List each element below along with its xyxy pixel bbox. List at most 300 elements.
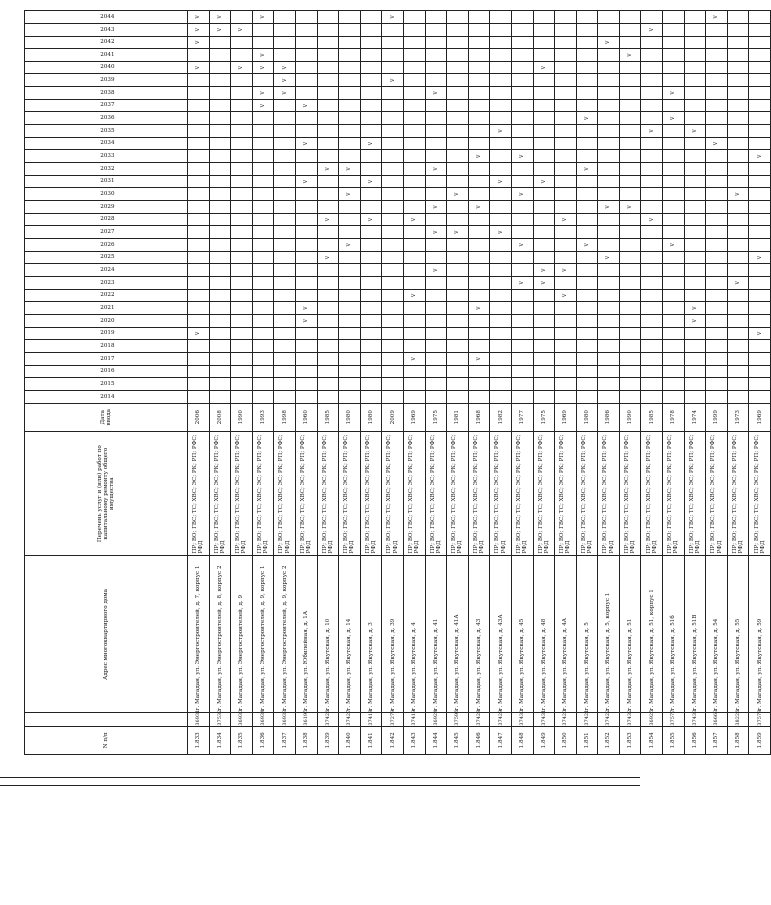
- row-year-cell: [619, 112, 641, 125]
- row-year-cell: [749, 11, 771, 24]
- row-year-cell: [490, 239, 512, 252]
- row-year-cell: [576, 378, 598, 391]
- row-year-cell: [468, 137, 490, 150]
- row-id: 38226: [727, 713, 749, 726]
- row-year-cell: [727, 175, 749, 188]
- row-year-cell: [663, 163, 685, 176]
- row-year-cell: [641, 378, 663, 391]
- row-year-cell: [490, 201, 512, 214]
- row-year-cell: [274, 239, 296, 252]
- table-body: [188, 11, 771, 755]
- row-year-cell: [641, 276, 663, 289]
- row-year-cell: [533, 163, 555, 176]
- row-year: 2006: [188, 403, 210, 431]
- row-year-cell: [641, 340, 663, 353]
- row-year-cell: [663, 87, 685, 100]
- row-year-cell: [231, 175, 253, 188]
- row-year-cell: [295, 378, 317, 391]
- row-services: ПР; ВО; ГВС; ТС; ХВС; ЭС; РК; РП; РФС; РФД: [663, 431, 685, 556]
- row-services: ПР; ВО; ГВС; ТС; ХВС; ЭС; РК; РП; РФС; РФД: [641, 431, 663, 556]
- row-year-cell: [641, 327, 663, 340]
- row-services: ПР; ВО; ГВС; ТС; ХВС; ЭС; РК; РП; РФС; РФД: [619, 431, 641, 556]
- row-year-cell: [511, 352, 533, 365]
- row-year-cell: [619, 239, 641, 252]
- row-year-cell: [425, 239, 447, 252]
- row-num: 1.850: [555, 726, 577, 754]
- row-year-cell: [749, 87, 771, 100]
- row-year-cell: [447, 125, 469, 138]
- row-year-cell: [188, 276, 210, 289]
- row-year-cell: [209, 49, 231, 62]
- row-year-cell: [295, 226, 317, 239]
- row-year-cell: [447, 61, 469, 74]
- row-year-cell: [511, 302, 533, 315]
- row-year-cell: [339, 365, 361, 378]
- row-year-cell: [231, 87, 253, 100]
- row-year-cell: [403, 49, 425, 62]
- header-year-2018: [25, 340, 188, 353]
- row-year-cell: [749, 61, 771, 74]
- row-id: 37428: [468, 713, 490, 726]
- row-year-cell: [425, 226, 447, 239]
- row-id: 37433: [684, 713, 706, 726]
- table-row: [403, 11, 425, 755]
- row-year-cell: [555, 226, 577, 239]
- row-year-cell: [360, 163, 382, 176]
- row-year-cell: [468, 11, 490, 24]
- row-year-cell: [382, 125, 404, 138]
- row-year-cell: [727, 327, 749, 340]
- row-year-cell: [727, 352, 749, 365]
- row-year-cell: [749, 201, 771, 214]
- row-year-cell: [188, 137, 210, 150]
- row-year-cell: [706, 201, 728, 214]
- row-year-cell: [188, 340, 210, 353]
- row-id: 36195: [295, 713, 317, 726]
- row-year: 1978: [663, 403, 685, 431]
- row-services: ПР; ВО; ГВС; ТС; ХВС; ЭС; РК; РП; РФС; РФД: [511, 431, 533, 556]
- row-year-cell: [252, 87, 274, 100]
- row-year-cell: [641, 251, 663, 264]
- header-year-label: 2044: [100, 13, 115, 20]
- row-year-cell: [706, 239, 728, 252]
- row-year-cell: [619, 99, 641, 112]
- row-year-cell: [511, 378, 533, 391]
- header-year-2014: [25, 390, 188, 403]
- row-year-cell: [468, 390, 490, 403]
- table-row: [209, 11, 231, 755]
- row-year-cell: [706, 226, 728, 239]
- row-year-cell: [706, 137, 728, 150]
- row-year-cell: [252, 239, 274, 252]
- row-year-cell: [619, 36, 641, 49]
- row-year-cell: [555, 36, 577, 49]
- row-year-cell: [641, 125, 663, 138]
- row-year-cell: [684, 74, 706, 87]
- row-year-cell: [555, 340, 577, 353]
- row-year-cell: [447, 188, 469, 201]
- row-year-cell: [706, 390, 728, 403]
- row-year-cell: [684, 36, 706, 49]
- row-year-cell: [468, 239, 490, 252]
- row-year-cell: [274, 276, 296, 289]
- header-address: Адрес многоквартирного дома: [25, 556, 188, 713]
- row-year-cell: [360, 251, 382, 264]
- checkmark: v: [474, 205, 482, 209]
- row-year-cell: [684, 226, 706, 239]
- table-row: [360, 11, 382, 755]
- row-year-cell: [533, 87, 555, 100]
- row-year-cell: [317, 175, 339, 188]
- table-row: [231, 11, 253, 755]
- row-services: ПР; ВО; ГВС; ТС; ХВС; ЭС; РК; РП; РФС; РФД: [274, 431, 296, 556]
- row-year-cell: [382, 137, 404, 150]
- row-year-cell: [360, 352, 382, 365]
- row-year-cell: [684, 390, 706, 403]
- row-year-cell: [403, 302, 425, 315]
- row-id: 37532: [209, 713, 231, 726]
- row-year-cell: [317, 264, 339, 277]
- row-year-cell: [663, 150, 685, 163]
- row-year-cell: [533, 61, 555, 74]
- row-year-cell: [490, 125, 512, 138]
- row-year-cell: [231, 23, 253, 36]
- row-year-cell: [490, 99, 512, 112]
- row-year-cell: [511, 390, 533, 403]
- row-year-cell: [188, 112, 210, 125]
- row-year-cell: [727, 201, 749, 214]
- row-year-cell: [727, 378, 749, 391]
- row-year: 1980: [339, 403, 361, 431]
- row-year-cell: [403, 213, 425, 226]
- row-year: 2009: [382, 403, 404, 431]
- row-num: 1.841: [360, 726, 382, 754]
- header-year-label: 2039: [100, 77, 115, 84]
- row-year-cell: [468, 175, 490, 188]
- row-year-cell: [339, 213, 361, 226]
- row-year-cell: [706, 302, 728, 315]
- row-year-cell: [727, 289, 749, 302]
- table-row: [727, 11, 749, 755]
- row-year-cell: [576, 264, 598, 277]
- checkmark: v: [345, 167, 353, 171]
- row-year-cell: [317, 276, 339, 289]
- row-year-cell: [684, 378, 706, 391]
- row-num: 1.834: [209, 726, 231, 754]
- header-year-2029: [25, 201, 188, 214]
- row-year-cell: [555, 213, 577, 226]
- row-year-cell: [360, 201, 382, 214]
- row-year-cell: [403, 137, 425, 150]
- checkmark: v: [474, 357, 482, 361]
- row-year-cell: [425, 251, 447, 264]
- row-year-cell: [209, 61, 231, 74]
- row-year-cell: [619, 87, 641, 100]
- row-year-cell: [252, 99, 274, 112]
- row-year-cell: [188, 239, 210, 252]
- row-year-cell: [749, 239, 771, 252]
- row-year-cell: [188, 327, 210, 340]
- row-year-cell: [360, 302, 382, 315]
- row-address: г. Магадан, ул. Якутская, д. 14: [339, 556, 361, 713]
- row-year-cell: [706, 99, 728, 112]
- row-year-cell: [403, 112, 425, 125]
- row-num: 1.835: [231, 726, 253, 754]
- row-year-cell: [468, 327, 490, 340]
- row-year-cell: [511, 201, 533, 214]
- row-year-cell: [619, 276, 641, 289]
- row-id: 37432: [619, 713, 641, 726]
- row-year-cell: [727, 61, 749, 74]
- row-year-cell: [295, 87, 317, 100]
- row-year-cell: [274, 340, 296, 353]
- row-year-cell: [339, 226, 361, 239]
- row-year-cell: [727, 49, 749, 62]
- row-year-cell: [447, 390, 469, 403]
- row-year-cell: [382, 112, 404, 125]
- row-year-cell: [295, 74, 317, 87]
- row-year-cell: [274, 390, 296, 403]
- row-year-cell: [576, 213, 598, 226]
- row-year-cell: [360, 239, 382, 252]
- row-year-cell: [576, 251, 598, 264]
- row-year-cell: [252, 163, 274, 176]
- row-year-cell: [468, 125, 490, 138]
- page-rule-1: [0, 777, 640, 778]
- row-year-cell: [360, 188, 382, 201]
- row-year-cell: [749, 251, 771, 264]
- row-year-cell: [468, 188, 490, 201]
- row-year-cell: [511, 87, 533, 100]
- row-year-cell: [317, 11, 339, 24]
- row-year-cell: [339, 188, 361, 201]
- row-year-cell: [274, 74, 296, 87]
- row-num: 1.856: [684, 726, 706, 754]
- header-year-2034: [25, 137, 188, 150]
- row-year-cell: [403, 365, 425, 378]
- checkmark: v: [431, 205, 439, 209]
- row-year-cell: [468, 226, 490, 239]
- row-year-cell: [382, 99, 404, 112]
- row-year-cell: [382, 87, 404, 100]
- row-year-cell: [209, 302, 231, 315]
- row-year-cell: [425, 150, 447, 163]
- row-address: г. Магадан, ул. Якутская, д. 43: [468, 556, 490, 713]
- row-year-cell: [382, 365, 404, 378]
- row-year-cell: [360, 125, 382, 138]
- row-year-cell: [684, 150, 706, 163]
- row-year-cell: [252, 175, 274, 188]
- table-row: [749, 11, 771, 755]
- checkmark: v: [561, 293, 569, 298]
- checkmark: v: [302, 306, 310, 310]
- row-services: ПР; ВО; ГВС; ТС; ХВС; ЭС; РК; РП; РФС; РФД: [295, 431, 317, 556]
- row-year-cell: [533, 201, 555, 214]
- row-services: ПР; ВО; ГВС; ТС; ХВС; ЭС; РК; РП; РФС; РФД: [555, 431, 577, 556]
- row-year-cell: [188, 314, 210, 327]
- row-num: 1.847: [490, 726, 512, 754]
- row-address: г. Магадан, ул. Энергостроителей, д. 8, корпус 2: [209, 556, 231, 713]
- row-year-cell: [576, 340, 598, 353]
- row-year-cell: [360, 340, 382, 353]
- row-year-cell: [598, 264, 620, 277]
- row-year-cell: [252, 226, 274, 239]
- row-year-cell: [641, 352, 663, 365]
- row-year-cell: [706, 289, 728, 302]
- row-year-cell: [274, 125, 296, 138]
- row-year-cell: [403, 251, 425, 264]
- row-year-cell: [252, 125, 274, 138]
- row-year-cell: [663, 175, 685, 188]
- row-year-cell: [209, 390, 231, 403]
- row-year-cell: [317, 365, 339, 378]
- row-year: 1986: [598, 403, 620, 431]
- row-year-cell: [209, 163, 231, 176]
- row-year-cell: [252, 188, 274, 201]
- row-year-cell: [317, 87, 339, 100]
- row-year-cell: [663, 352, 685, 365]
- row-year-cell: [231, 61, 253, 74]
- row-address: г. Магадан, ул. Якутская, д. 48: [533, 556, 555, 713]
- row-year: 1969: [749, 403, 771, 431]
- table-row: [598, 11, 620, 755]
- row-year-cell: [403, 289, 425, 302]
- row-year-cell: [274, 365, 296, 378]
- header-year: Дата ввода: [25, 403, 188, 431]
- checkmark: v: [258, 15, 266, 19]
- row-address: г. Магадан, ул. Энергостроителей, д. 7, корпус 1: [188, 556, 210, 713]
- row-year-cell: [317, 23, 339, 36]
- row-year-cell: [317, 239, 339, 252]
- row-year-cell: [727, 163, 749, 176]
- row-year-cell: [209, 150, 231, 163]
- row-year-cell: [663, 112, 685, 125]
- row-year-cell: [490, 150, 512, 163]
- row-year-cell: [641, 289, 663, 302]
- row-services: ПР; ВО; ГВС; ТС; ХВС; ЭС; РК; РП; РФС; РФД: [706, 431, 728, 556]
- header-year-label: 2019: [100, 330, 115, 337]
- row-year-cell: [317, 289, 339, 302]
- checkmark: v: [345, 192, 353, 196]
- row-year-cell: [555, 276, 577, 289]
- row-id: 37429: [490, 713, 512, 726]
- row-year-cell: [252, 11, 274, 24]
- row-year-cell: [382, 201, 404, 214]
- row-year-cell: [511, 213, 533, 226]
- row-year-cell: [619, 49, 641, 62]
- row-address: г. Магадан, ул. Якутская, д. 3: [360, 556, 382, 713]
- row-year-cell: [663, 99, 685, 112]
- row-services: ПР; ВО; ГВС; ТС; ХВС; ЭС; РК; РП; РФС; РФД: [727, 431, 749, 556]
- row-year-cell: [619, 11, 641, 24]
- row-year-cell: [727, 239, 749, 252]
- row-year-cell: [555, 188, 577, 201]
- row-year-cell: [425, 175, 447, 188]
- row-year-cell: [188, 213, 210, 226]
- row-year-cell: [749, 188, 771, 201]
- header-year-2016: [25, 365, 188, 378]
- row-year-cell: [317, 99, 339, 112]
- row-year-cell: [598, 74, 620, 87]
- row-year-cell: [641, 239, 663, 252]
- table-row: [576, 11, 598, 755]
- row-year-cell: [727, 74, 749, 87]
- row-year-cell: [403, 150, 425, 163]
- row-year-cell: [447, 340, 469, 353]
- row-num: 1.844: [425, 726, 447, 754]
- row-year-cell: [252, 61, 274, 74]
- row-year-cell: [382, 49, 404, 62]
- row-services: ПР; ВО; ГВС; ТС; ХВС; ЭС; РК; РП; РФС; РФД: [317, 431, 339, 556]
- row-year-cell: [295, 352, 317, 365]
- row-year-cell: [339, 314, 361, 327]
- row-id: 36934: [252, 713, 274, 726]
- header-year-label: 2035: [100, 127, 115, 134]
- row-year-cell: [598, 340, 620, 353]
- row-year-cell: [576, 125, 598, 138]
- row-year-cell: [749, 175, 771, 188]
- row-year-cell: [490, 213, 512, 226]
- row-year-cell: [274, 188, 296, 201]
- row-year-cell: [360, 36, 382, 49]
- row-year-cell: [598, 150, 620, 163]
- row-num: 1.849: [533, 726, 555, 754]
- row-id: 37431: [533, 713, 555, 726]
- checkmark: v: [690, 129, 698, 133]
- row-year-cell: [490, 23, 512, 36]
- row-num: 1.851: [576, 726, 598, 754]
- row-year-cell: [641, 112, 663, 125]
- row-year-cell: [663, 61, 685, 74]
- header-year-2031: [25, 175, 188, 188]
- row-year-cell: [447, 213, 469, 226]
- row-year-cell: [490, 314, 512, 327]
- checkmark: v: [280, 91, 288, 95]
- row-year-cell: [468, 23, 490, 36]
- checkmark: v: [626, 53, 634, 57]
- row-num: 1.855: [663, 726, 685, 754]
- row-year-cell: [663, 251, 685, 264]
- row-year-cell: [231, 327, 253, 340]
- row-year-cell: [555, 150, 577, 163]
- row-services: ПР; ВО; ГВС; ТС; ХВС; ЭС; РК; РП; РФС; РФД: [749, 431, 771, 556]
- row-year-cell: [641, 36, 663, 49]
- row-id: 37419: [403, 713, 425, 726]
- row-year-cell: [252, 352, 274, 365]
- row-year-cell: [468, 61, 490, 74]
- row-year-cell: [533, 226, 555, 239]
- row-year-cell: [490, 276, 512, 289]
- row-year-cell: [555, 23, 577, 36]
- row-year-cell: [231, 390, 253, 403]
- row-year-cell: [706, 163, 728, 176]
- row-address: г. Магадан, ул. Якутская, д. 51В: [684, 556, 706, 713]
- row-year-cell: [403, 61, 425, 74]
- row-year-cell: [295, 314, 317, 327]
- checkmark: v: [734, 281, 742, 285]
- checkmark: v: [431, 91, 439, 95]
- row-year-cell: [274, 112, 296, 125]
- row-year-cell: [231, 49, 253, 62]
- row-year-cell: [252, 378, 274, 391]
- row-year-cell: [188, 226, 210, 239]
- checkmark: v: [496, 179, 504, 184]
- row-services: ПР; ВО; ГВС; ТС; ХВС; ЭС; РК; РП; РФС; РФД: [598, 431, 620, 556]
- checkmark: v: [366, 179, 374, 184]
- row-address: г. Магадан, ул. Энергостроителей, д. 9, корпус 2: [274, 556, 296, 713]
- row-year-cell: [511, 11, 533, 24]
- row-year-cell: [252, 390, 274, 403]
